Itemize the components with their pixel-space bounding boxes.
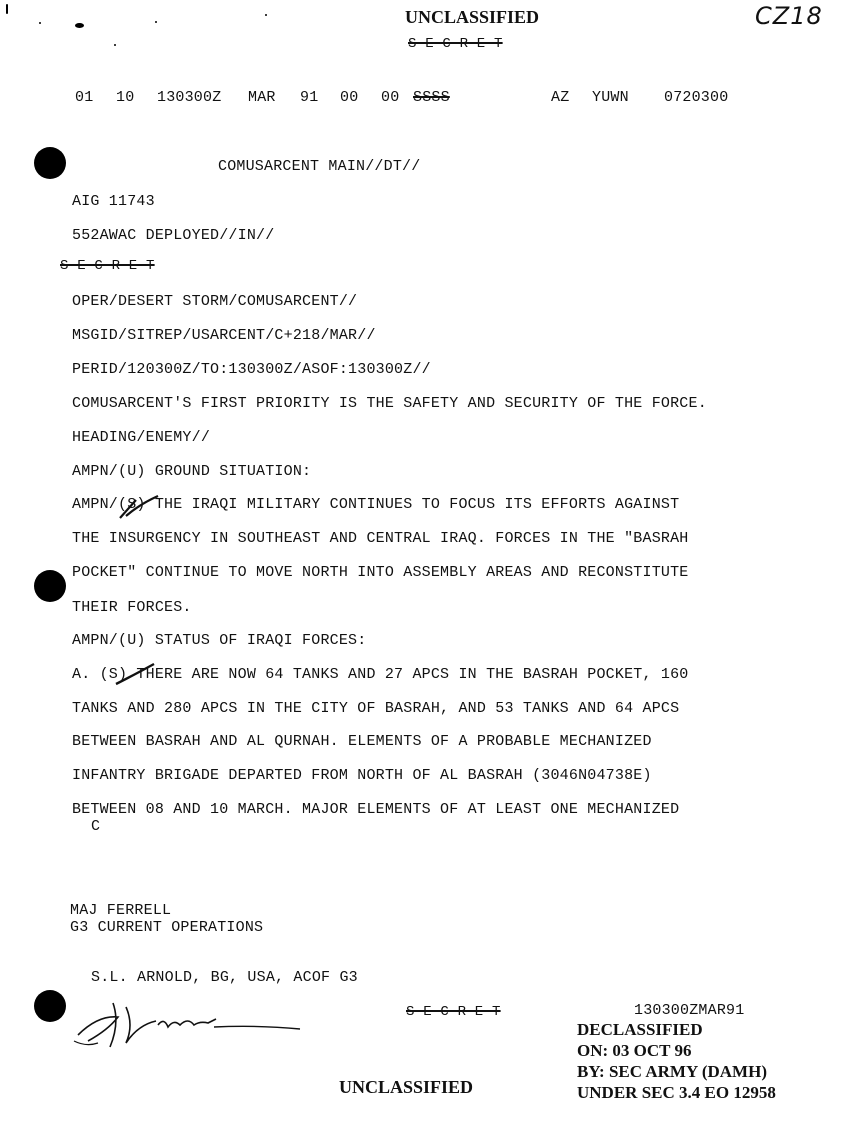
continuation-mark: C: [91, 818, 101, 835]
body-line: INFANTRY BRIGADE DEPARTED FROM NORTH OF AL BASRAH (3046N04738E): [72, 767, 652, 784]
dtg-footer: 130300ZMAR91: [634, 1002, 745, 1019]
body-line: TANKS AND 280 APCS IN THE CITY OF BASRAH, AND 53 TANKS AND 64 APCS: [72, 700, 680, 717]
body-line: THEIR FORCES.: [72, 599, 192, 616]
body-line: AMPN/(S) THE IRAQI MILITARY CONTINUES TO FOCUS ITS EFFORTS AGAINST: [72, 496, 680, 513]
body-line: PERID/120300Z/TO:130300Z/ASOF:130300Z//: [72, 361, 431, 378]
top-secret-marking: S E C R E T: [408, 36, 503, 52]
bottom-secret-marking: S E C R E T: [406, 1004, 501, 1020]
scan-speck: [6, 4, 8, 14]
declass-line: UNDER SEC 3.4 EO 12958: [577, 1083, 776, 1102]
body-line: MSGID/SITREP/USARCENT/C+218/MAR//: [72, 327, 376, 344]
hole-punch-middle: [34, 570, 66, 602]
body-line: OPER/DESERT STORM/COMUSARCENT//: [72, 293, 358, 310]
header-field: 10: [116, 89, 135, 106]
routing-line: AIG 11743: [72, 193, 155, 210]
header-field: 91: [300, 89, 319, 106]
header-field: MAR: [248, 89, 276, 106]
body-line: HEADING/ENEMY//: [72, 429, 211, 446]
inline-secret-marking: S E C R E T: [60, 258, 155, 274]
header-field: YUWN: [592, 89, 629, 106]
drafter-office: G3 CURRENT OPERATIONS: [70, 919, 264, 936]
body-line: AMPN/(U) GROUND SITUATION:: [72, 463, 312, 480]
addressee: COMUSARCENT MAIN//DT//: [218, 158, 421, 175]
hole-punch-bottom: [34, 990, 66, 1022]
scan-speck: [265, 14, 267, 16]
body-line: AMPN/(U) STATUS OF IRAQI FORCES:: [72, 632, 367, 649]
header-field-struck: SSSS: [413, 89, 450, 106]
body-line: THE INSURGENCY IN SOUTHEAST AND CENTRAL IRAQ. FORCES IN THE "BASRAH: [72, 530, 689, 547]
scan-speck: [155, 21, 157, 23]
header-field: 00: [340, 89, 359, 106]
handwritten-strike-mark: [112, 662, 158, 690]
body-line: COMUSARCENT'S FIRST PRIORITY IS THE SAFETY AND SECURITY OF THE FORCE.: [72, 395, 707, 412]
handwritten-signature: [68, 995, 308, 1055]
releaser: S.L. ARNOLD, BG, USA, ACOF G3: [91, 969, 358, 986]
body-line: POCKET" CONTINUE TO MOVE NORTH INTO ASSEMBLY AREAS AND RECONSTITUTE: [72, 564, 689, 581]
scan-speck: [75, 23, 84, 28]
scan-speck: [114, 44, 116, 46]
header-field: 01: [75, 89, 94, 106]
body-line: BETWEEN 08 AND 10 MARCH. MAJOR ELEMENTS OF AT LEAST ONE MECHANIZED: [72, 801, 680, 818]
handwritten-strike-mark: [116, 494, 162, 522]
header-field: 0720300: [664, 89, 729, 106]
body-line: BETWEEN BASRAH AND AL QURNAH. ELEMENTS OF A PROBABLE MECHANIZED: [72, 733, 652, 750]
header-field: 130300Z: [157, 89, 222, 106]
routing-line: 552AWAC DEPLOYED//IN//: [72, 227, 275, 244]
header-field: AZ: [551, 89, 570, 106]
hole-punch-top: [34, 147, 66, 179]
scan-speck: [39, 22, 41, 24]
declass-line: ON: 03 OCT 96: [577, 1041, 692, 1060]
bottom-classification: UNCLASSIFIED: [339, 1077, 474, 1097]
handwritten-mark: CZ18: [755, 2, 823, 30]
header-field: 00: [381, 89, 400, 106]
top-classification: UNCLASSIFIED: [405, 7, 540, 27]
declass-line: DECLASSIFIED: [577, 1020, 703, 1039]
body-line: A. (S) THERE ARE NOW 64 TANKS AND 27 APCS IN THE BASRAH POCKET, 160: [72, 666, 689, 683]
declass-line: BY: SEC ARMY (DAMH): [577, 1062, 767, 1081]
drafter-name: MAJ FERRELL: [70, 902, 172, 919]
